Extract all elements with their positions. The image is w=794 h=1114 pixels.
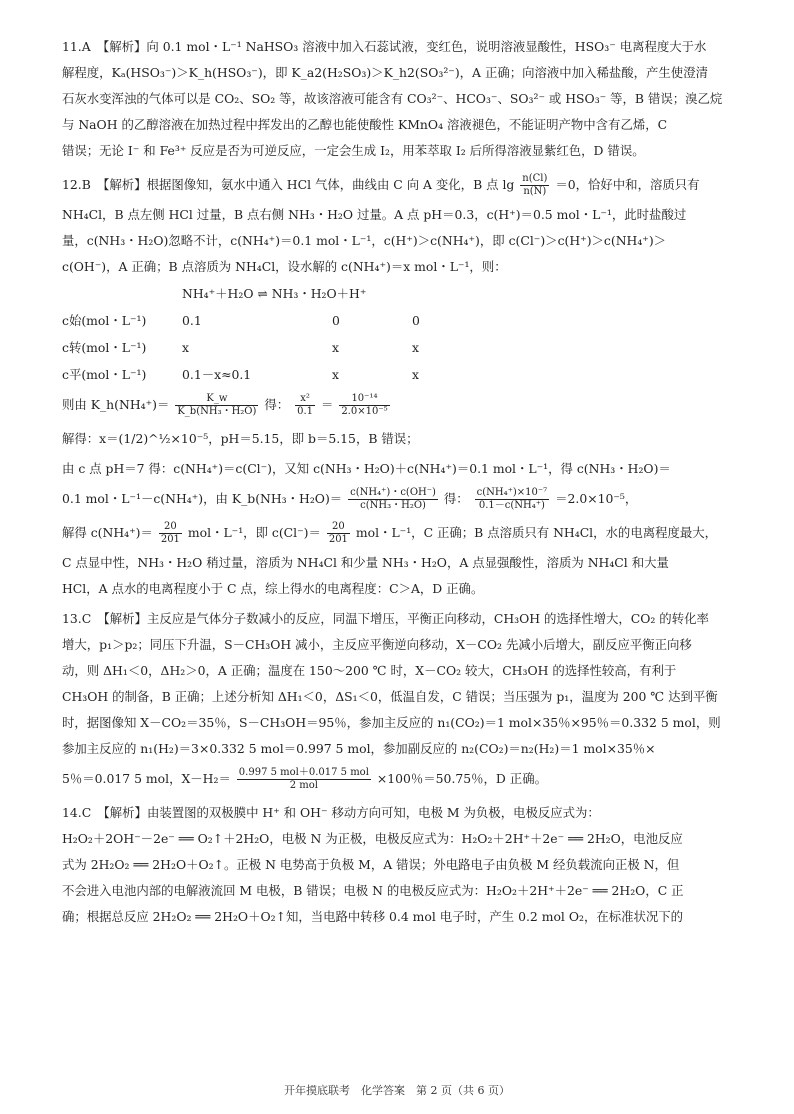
q11-line: 石灰水变浑浊的气体可以是 CO₂、SO₂ 等，故该溶液可能含有 CO₃²⁻、HCO₃⁻、SO₃²⁻ 或 HSO₃⁻ 等，B 错误；溴乙烷 [62, 91, 723, 106]
q11-line: 11.A 【解析】向 0.1 mol・L⁻¹ NaHSO₃ 溶液中加入石蕊试液，变红色，说明溶液显酸性，HSO₃⁻ 电离程度大于水 [62, 39, 707, 54]
q12-line: HCl，A 点水的电离程度小于 C 点，综上得水的电离程度：C＞A，D 正确。 [62, 581, 484, 596]
table-cell: x [412, 340, 419, 355]
q13-line: 参加主反应的 n₁(H₂)＝3×0.332 5 mol＝0.997 5 mol，参加副反应的 n₂(CO₂)＝n₂(H₂)＝1 mol×35％× [62, 741, 656, 756]
table-cell: NH₄⁺＋H₂O ⇌ NH₃・H₂O＋H⁺ [182, 286, 367, 301]
table-cell: 0 [412, 313, 420, 328]
q12-equation: 0.1 mol・L⁻¹－c(NH₄⁺)，由 K_b(NH₃・H₂O)＝ $\frac{\text{c(NH₄⁺)・c(OH⁻)}}{\text{c(NH₃・H₂O)}}$ 得： $\frac{\text{c(NH₄⁺)×10⁻⁷}}{\text{0.1－c(NH₄⁺)}}$ ＝2.0×10⁻⁵， [62, 487, 638, 511]
equilibrium-table [62, 280, 734, 388]
q11-line: 解程度，Kₐ(HSO₃⁻)＞K_h(HSO₃⁻)，即 K_a2(H₂SO₃)＞K_h2(SO₃²⁻)，A 正确；向溶液中加入稀盐酸，产生使澄清 [62, 65, 708, 80]
q14-line: 确；根据总反应 2H₂O₂ ══ 2H₂O＋O₂↑知，当电路中转移 0.4 mol 电子时，产生 0.2 mol O₂，在标准状况下的 [62, 909, 684, 924]
table-cell: x [182, 340, 189, 355]
q12-line: 12.B 【解析】根据图像知，氨水中通入 HCl 气体，曲线由 C 向 A 变化，B 点 lg $\frac{n(Cl)}{n(N)}$ ＝0，恰好中和，溶质只有 [62, 173, 700, 197]
q11-line: 与 NaOH 的乙醇溶液在加热过程中挥发出的乙醇也能使酸性 KMnO₄ 溶液褪色，不能证明产物中含有乙烯，C [62, 117, 668, 132]
q13-line: 增大，p₁＞p₂；同压下升温，S－CH₃OH 减小，主反应平衡逆向移动，X－CO₂ 先减小后增大，副反应平衡正向移 [62, 637, 692, 652]
q12-line: NH₄Cl，B 点左侧 HCl 过量，B 点右侧 NH₃・H₂O 过量。A 点 pH＝0.3，c(H⁺)＝0.5 mol・L⁻¹，此时盐酸过 [62, 207, 687, 222]
answer-page [62, 34, 734, 930]
q12-line: 由 c 点 pH＝7 得：c(NH₄⁺)＝c(Cl⁻)，又知 c(NH₃・H₂O)＋c(NH₄⁺)＝0.1 mol・L⁻¹，得 c(NH₃・H₂O)＝ [62, 461, 671, 476]
q12-line: c(OH⁻)，A 正确；B 点溶质为 NH₄Cl，设水解的 c(NH₄⁺)＝x mol・L⁻¹，则： [62, 259, 507, 274]
q11-block [62, 34, 734, 164]
q13-line: 13.C 【解析】主反应是气体分子数减小的反应，同温下增压，平衡正向移动，CH₃OH 的选择性增大，CO₂ 的转化率 [62, 611, 709, 626]
table-cell: 0.1－x≈0.1 [182, 367, 252, 382]
q14-block [62, 800, 734, 930]
table-cell [62, 280, 182, 307]
q13-line: CH₃OH 的制备，B 正确；上述分析知 ΔH₁＜0，ΔS₁＜0，低温自发，C 错误；当压强为 p₁，温度为 200 ℃ 达到平衡 [62, 689, 718, 704]
q14-line: 式为 2H₂O₂ ══ 2H₂O＋O₂↑。正极 N 电势高于负极 M，A 错误；外电路电子由负极 M 经负载流向正极 N，但 [62, 857, 680, 872]
q13-line: 动，则 ΔH₁＜0，ΔH₂＞0，A 正确；温度在 150～200 ℃ 时，X－CO₂ 较大，CH₃OH 的选择性较高，有利于 [62, 663, 677, 678]
table-cell: c始(mol・L⁻¹) [62, 313, 147, 328]
q12-line: C 点显中性，NH₃・H₂O 稍过量，溶质为 NH₄Cl 和少量 NH₃・H₂O，A 点显强酸性，溶质为 NH₄Cl 和大量 [62, 555, 669, 570]
q13-block [62, 606, 734, 796]
q12-equation: 则由 K_h(NH₄⁺)＝ $\frac{K\_w}{\text{K\_b(NH₃・H₂O)}}$ 得： $\frac{\text{x²}}{0.1}$ ＝ $\frac{\text{10⁻¹⁴}}{\text{2.0×10⁻⁵}}$ [62, 393, 388, 417]
page-footer: 开年摸底联考 化学答案 第 2 页（共 6 页） [284, 1084, 510, 1097]
q11-line: 错误；无论 I⁻ 和 Fe³⁺ 反应是否为可逆反应，一定会生成 I₂，用苯萃取 I₂ 后所得溶液显紫红色，D 错误。 [62, 143, 645, 158]
table-cell: x [332, 367, 339, 382]
q14-line: 14.C 【解析】由装置图的双极膜中 H⁺ 和 OH⁻ 移动方向可知，电极 M 为负极，电极反应式为： [62, 805, 600, 820]
q14-line: H₂O₂＋2OH⁻－2e⁻ ══ O₂↑＋2H₂O，电极 N 为正极，电极反应式为：H₂O₂＋2H⁺＋2e⁻ ══ 2H₂O，电池反应 [62, 831, 683, 846]
q13-equation: 5％＝0.017 5 mol，X－H₂＝ $\frac{\text{0.997 5 mol＋0.017 5 mol}}{\text{2 mol}}$ ×100％＝50.75％，D 正确。 [62, 767, 547, 791]
q12-line: 量，c(NH₃・H₂O)忽略不计，c(NH₄⁺)＝0.1 mol・L⁻¹，c(H⁺)＞c(NH₄⁺)，即 c(Cl⁻)＞c(H⁺)＞c(NH₄⁺)＞ [62, 233, 667, 248]
table-cell: c转(mol・L⁻¹) [62, 340, 147, 355]
q13-line: 时，据图像知 X－CO₂＝35％，S－CH₃OH＝95％，参加主反应的 n₁(CO₂)＝1 mol×35％×95％＝0.332 5 mol，则 [62, 715, 721, 730]
table-cell: 0.1 [182, 313, 202, 328]
fraction: $\frac{n(Cl)}{n(N)}$ [522, 173, 548, 197]
table-cell: 0 [332, 313, 340, 328]
q14-line: 不会进入电池内部的电解液流回 M 电极，B 错误；电极 N 的电极反应式为：H₂O₂＋2H⁺＋2e⁻ ══ 2H₂O，C 正 [62, 883, 684, 898]
q12-equation: 解得 c(NH₄⁺)＝ $\frac{20}{201}$ mol・L⁻¹，即 c(Cl⁻)＝ $\frac{20}{201}$ mol・L⁻¹，C 正确；B 点溶质只有 NH₄Cl，水的电离程度最大， [62, 521, 718, 545]
table-cell: x [332, 340, 339, 355]
q12-block [62, 168, 734, 602]
table-cell: x [412, 367, 419, 382]
table-cell: c平(mol・L⁻¹) [62, 367, 147, 382]
q12-equation: 解得：x＝(1/2)^½×10⁻⁵，pH＝5.15，即 b＝5.15，B 错误； [62, 431, 419, 446]
